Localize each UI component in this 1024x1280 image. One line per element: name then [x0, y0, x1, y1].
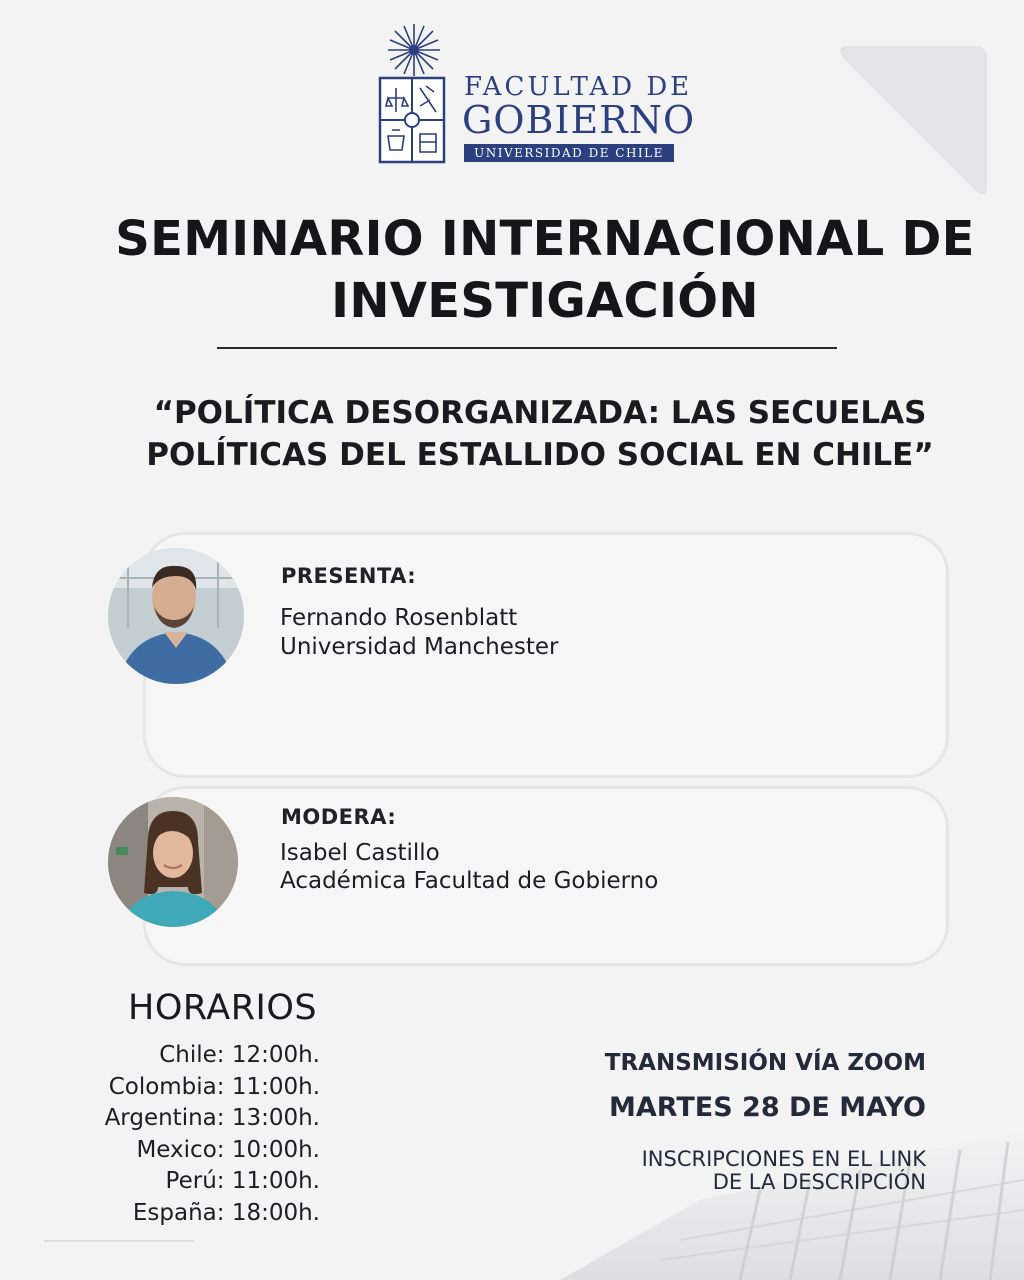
shield-icon [378, 76, 446, 164]
presenter-affiliation: Universidad Manchester [280, 634, 559, 660]
logo-text-line3: UNIVERSIDAD DE CHILE [464, 144, 674, 162]
moderator-name: Isabel Castillo [280, 840, 440, 866]
title-divider [217, 347, 837, 349]
registration-info [540, 1148, 926, 1194]
event-title: SEMINARIO INTERNACIONAL DE INVESTIGACIÓN [115, 211, 975, 329]
moderator-affiliation: Académica Facultad de Gobierno [280, 868, 659, 894]
event-subtitle: “POLÍTICA DESORGANIZADA: LAS SECUELAS POLÍTICAS DEL ESTALLIDO SOCIAL EN CHILE” [146, 395, 934, 473]
schedule-row-argentina: Argentina: 13:00h. [104, 1105, 320, 1132]
decorative-triangle [835, 42, 990, 200]
star-icon [386, 22, 442, 78]
presenter-name: Fernando Rosenblatt [280, 605, 518, 631]
schedule-row-peru: Perú: 11:00h. [165, 1168, 320, 1195]
moderator-role-label: MODERA: [281, 805, 397, 829]
moderator-photo [108, 797, 238, 927]
schedule-row-mexico: Mexico: 10:00h. [136, 1136, 320, 1163]
event-date: MARTES 28 DE MAYO [609, 1092, 926, 1123]
schedule-row-chile: Chile: 12:00h. [159, 1042, 320, 1068]
transmission-info: TRANSMISIÓN VÍA ZOOM [604, 1050, 926, 1076]
logo-text-line1: FACULTAD DE [464, 72, 693, 102]
schedule-list [60, 1040, 320, 1230]
schedule-row-colombia: Colombia: 11:00h. [108, 1073, 320, 1100]
registration-line1: INSCRIPCIONES EN EL LINK [641, 1147, 926, 1171]
registration-line2: DE LA DESCRIPCIÓN [712, 1170, 926, 1194]
schedule-row-espana: España: 18:00h. [132, 1199, 320, 1226]
logo-text-line2: GOBIERNO [462, 98, 696, 142]
bottom-divider [44, 1240, 194, 1242]
faculty-logo [376, 22, 696, 167]
presenter-photo [108, 548, 244, 684]
horarios-title: HORARIOS [128, 988, 318, 1028]
presenter-role-label: PRESENTA: [281, 564, 417, 588]
